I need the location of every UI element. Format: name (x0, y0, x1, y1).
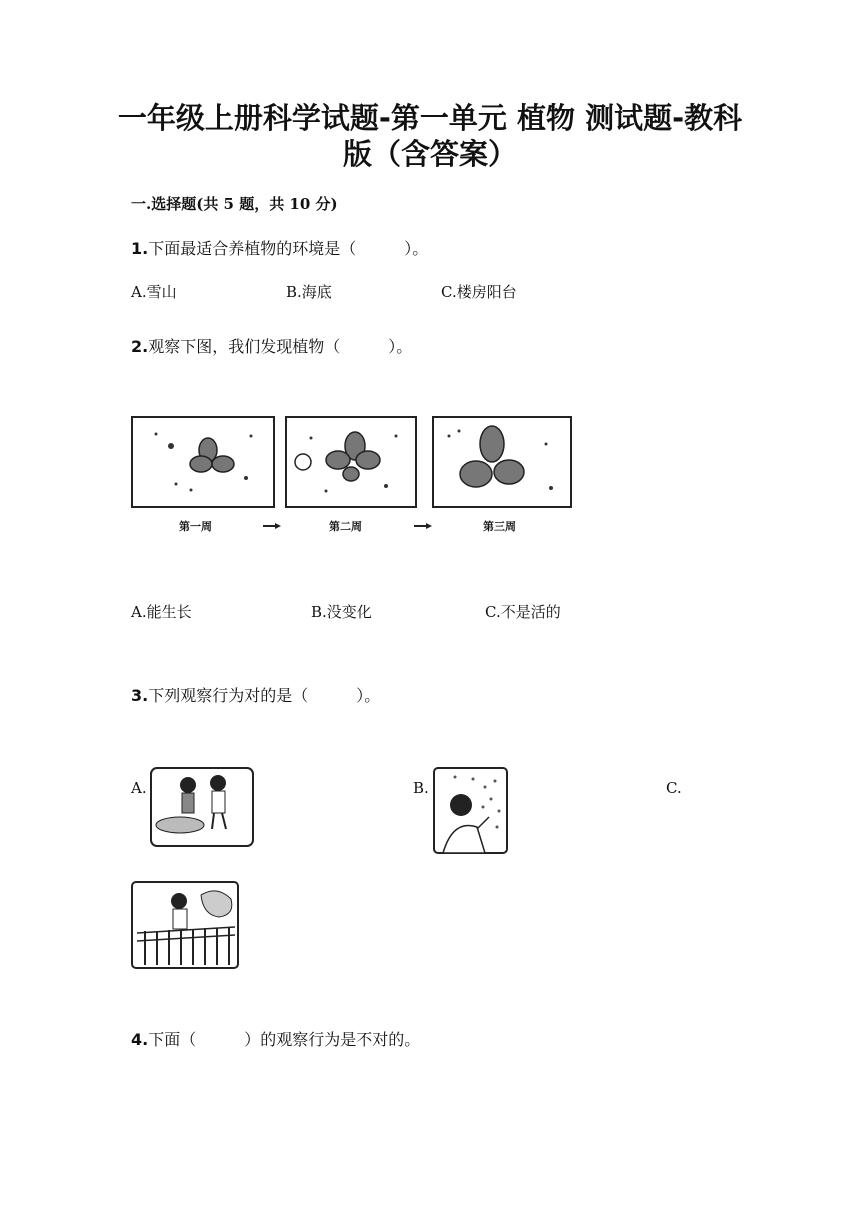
figure-label-week2: 第二周 (329, 520, 362, 533)
question-2 (131, 334, 412, 357)
question-1 (131, 236, 428, 259)
figure-label-week3: 第三周 (483, 520, 516, 533)
title-line-1: 一年级上册科学试题-第一单元 植物 测试题-教科 (117, 101, 743, 135)
option-a: A.能生长 (131, 603, 192, 621)
option-b-image (433, 767, 508, 854)
option-a: A.雪山 (131, 283, 177, 301)
option-b: B.没变化 (311, 603, 372, 621)
option-c: C. (666, 779, 682, 797)
question-text: 下面最适合养植物的环境是（ ）。 (148, 239, 429, 258)
question-3 (131, 683, 380, 706)
section-heading: 一.选择题(共 5 题，共 10 分) (131, 195, 338, 213)
option-b: B.海底 (286, 283, 332, 301)
title-line-2: 版（含答案） (342, 137, 517, 171)
option-c: C.不是活的 (485, 603, 561, 621)
option-a: A. (131, 779, 147, 797)
question-number: 4. (131, 1030, 149, 1049)
plant-growth-figure (131, 416, 576, 541)
figure-label-week1: 第一周 (179, 520, 212, 533)
question-text: 下面（ ）的观察行为是不对的。 (148, 1030, 421, 1049)
question-number: 2. (131, 337, 149, 356)
option-c: C.楼房阳台 (441, 283, 517, 301)
option-c-image (131, 881, 239, 969)
question-4 (131, 1027, 420, 1050)
question-number: 3. (131, 686, 149, 705)
question-number: 1. (131, 239, 149, 258)
option-a-image (150, 767, 254, 847)
document-title (100, 100, 760, 172)
option-b: B. (413, 779, 429, 797)
question-text: 下列观察行为对的是（ ）。 (148, 686, 381, 705)
question-text: 观察下图，我们发现植物（ ）。 (148, 337, 413, 356)
